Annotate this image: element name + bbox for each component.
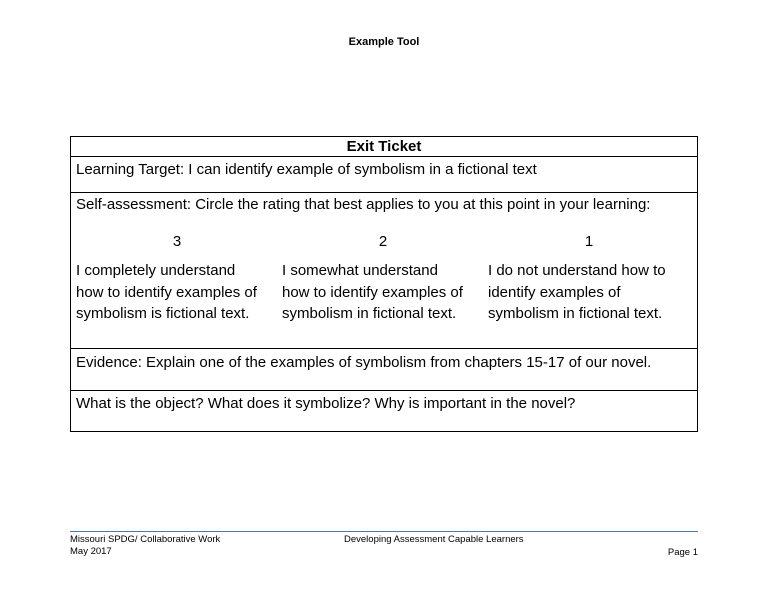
self-assessment-prompt: Self-assessment: Circle the rating that best applies to you at this point in your learning: [76, 196, 651, 213]
ticket-title: Exit Ticket [71, 137, 697, 157]
rating-number: 1 [584, 233, 594, 250]
self-assessment-row [71, 193, 697, 349]
rating-number: 2 [378, 233, 388, 250]
footer-date: May 2017 [70, 546, 112, 557]
footer-left [70, 534, 220, 558]
rating-options [76, 231, 694, 325]
footer-page-number: Page 1 [667, 547, 698, 558]
learning-target-text: Learning Target: I can identify example of symbolism in a fictional text [76, 161, 537, 178]
learning-target-row [71, 157, 697, 193]
rating-description: I somewhat understand how to identify examples of symbolism in fictional text. [282, 262, 463, 322]
footer-document-title: Developing Assessment Capable Learners [344, 534, 524, 545]
evidence-prompt: Evidence: Explain one of the examples of symbolism from chapters 15-17 of our novel. [76, 354, 652, 371]
footer-divider [70, 531, 698, 532]
question-prompt: What is the object? What does it symbolize? Why is important in the novel? [76, 395, 576, 412]
page-title: Example Tool [348, 36, 420, 48]
question-row[interactable] [71, 391, 697, 433]
footer-organization: Missouri SPDG/ Collaborative Work [70, 534, 221, 545]
rating-description: I do not understand how to identify examples of symbolism in fictional text. [488, 262, 666, 322]
evidence-row[interactable] [71, 349, 697, 391]
rating-description: I completely understand how to identify examples of symbolism is fictional text. [76, 262, 257, 322]
rating-option-2[interactable] [282, 231, 488, 325]
exit-ticket-table [70, 136, 698, 432]
rating-number: 3 [172, 233, 182, 250]
rating-option-3[interactable] [76, 231, 282, 325]
rating-option-1[interactable] [488, 231, 694, 325]
